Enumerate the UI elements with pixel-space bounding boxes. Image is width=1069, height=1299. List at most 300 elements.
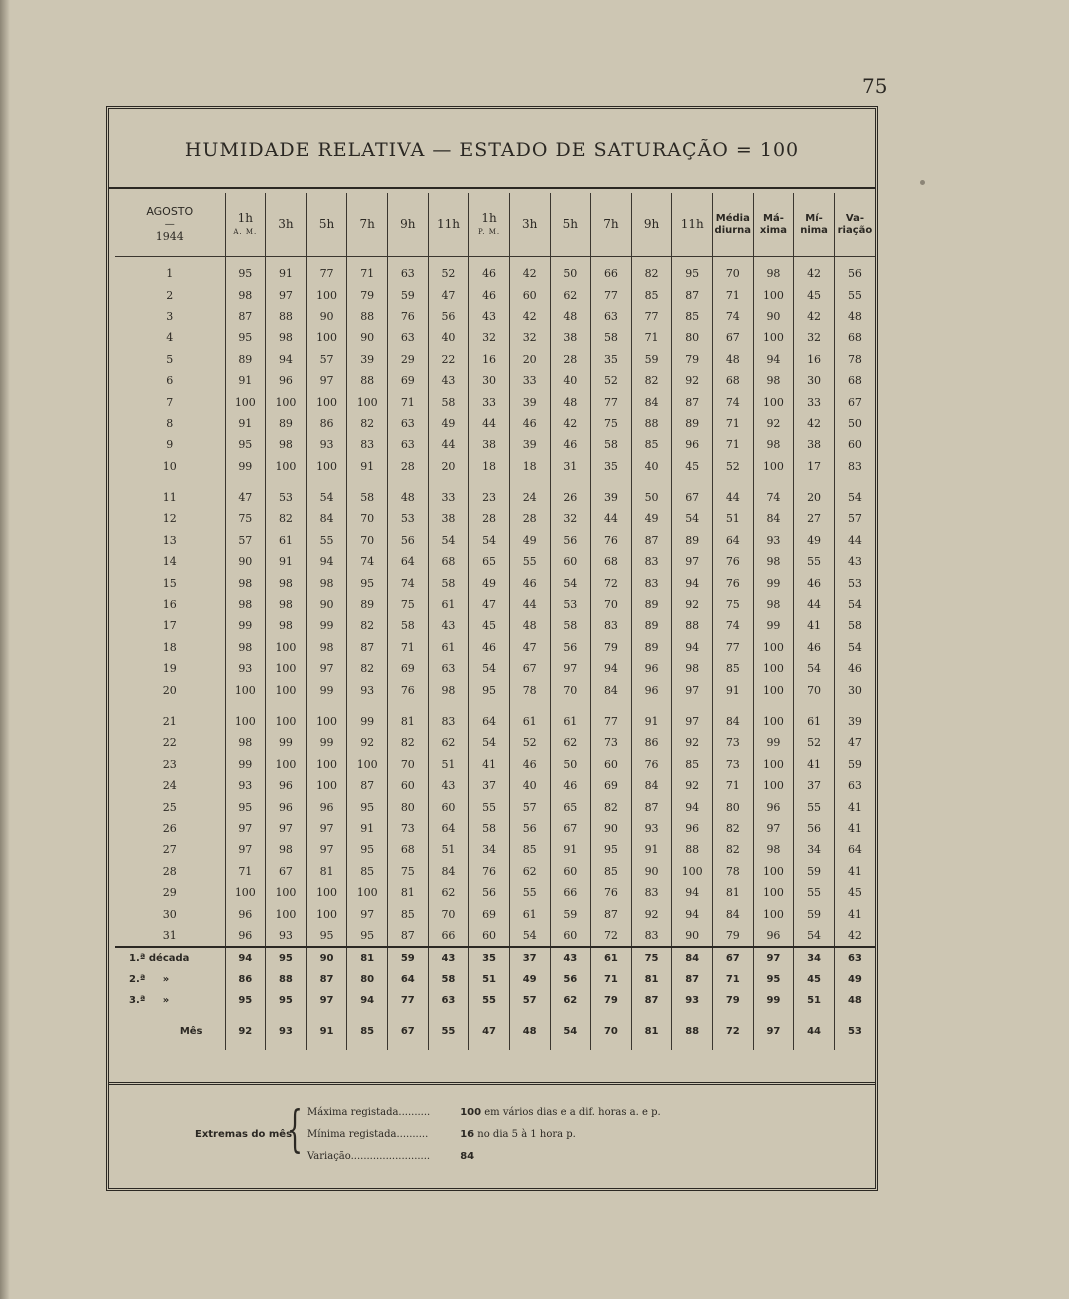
header-minima: Mí-nima xyxy=(794,193,835,257)
summary-value: 90 xyxy=(306,947,347,969)
table-row xyxy=(115,487,875,508)
value-cell: 100 xyxy=(306,754,347,775)
value-cell: 30 xyxy=(469,370,510,391)
value-cell: 71 xyxy=(713,284,754,305)
value-cell: 85 xyxy=(713,658,754,679)
value-cell: 49 xyxy=(631,508,672,529)
value-cell: 67 xyxy=(834,391,875,412)
day-cell: 9 xyxy=(166,438,174,452)
value-cell: 40 xyxy=(550,370,591,391)
value-cell: 51 xyxy=(428,754,469,775)
summary-rows xyxy=(115,947,875,1050)
value-cell: 54 xyxy=(794,658,835,679)
value-cell: 68 xyxy=(834,327,875,348)
value-cell: 61 xyxy=(266,530,307,551)
value-cell: 89 xyxy=(631,594,672,615)
value-cell: 64 xyxy=(388,551,429,572)
header-hour-1am xyxy=(225,193,266,257)
value-cell: 33 xyxy=(428,487,469,508)
value-cell: 76 xyxy=(713,572,754,593)
value-cell: 51 xyxy=(428,839,469,860)
value-cell: 64 xyxy=(469,711,510,732)
hour-label: 3h xyxy=(278,216,294,231)
value-cell: 52 xyxy=(713,456,754,477)
summary-label: 1.ª década xyxy=(115,947,225,969)
value-cell: 100 xyxy=(306,391,347,412)
value-cell: 89 xyxy=(672,413,713,434)
value-cell: 100 xyxy=(306,456,347,477)
month-value: 92 xyxy=(225,1021,266,1050)
value-cell: 93 xyxy=(753,530,794,551)
value-cell: 46 xyxy=(550,434,591,455)
value-cell: 100 xyxy=(266,754,307,775)
month-value: 44 xyxy=(794,1021,835,1050)
spacer-cell xyxy=(428,1011,469,1021)
value-cell: 71 xyxy=(631,327,672,348)
value-cell: 59 xyxy=(631,349,672,370)
day-cell: 24 xyxy=(162,779,177,793)
header-dash: — xyxy=(164,218,175,230)
day-cell: 4 xyxy=(166,331,174,345)
value-cell: 95 xyxy=(347,839,388,860)
spacer-cell xyxy=(631,1011,672,1021)
value-cell: 100 xyxy=(753,679,794,700)
spacer-cell xyxy=(306,701,347,711)
summary-value: 49 xyxy=(834,969,875,990)
value-cell: 95 xyxy=(347,796,388,817)
summary-value: 34 xyxy=(794,947,835,969)
value-cell: 54 xyxy=(550,572,591,593)
value-cell: 93 xyxy=(266,925,307,947)
value-cell: 79 xyxy=(591,637,632,658)
summary-value: 71 xyxy=(591,969,632,990)
header-month-year xyxy=(115,193,225,257)
table-row xyxy=(115,257,875,285)
value-cell: 46 xyxy=(469,257,510,285)
value-cell: 24 xyxy=(509,487,550,508)
value-cell: 98 xyxy=(672,658,713,679)
value-cell: 95 xyxy=(306,925,347,947)
hour-label: 5h xyxy=(318,216,335,231)
page-number: 75 xyxy=(862,74,888,98)
table-row xyxy=(115,370,875,391)
value-cell: 98 xyxy=(266,572,307,593)
value-cell: 96 xyxy=(753,925,794,947)
value-cell: 55 xyxy=(794,882,835,903)
value-cell: 63 xyxy=(834,775,875,796)
value-cell: 65 xyxy=(550,796,591,817)
value-cell: 41 xyxy=(834,818,875,839)
value-cell: 100 xyxy=(225,882,266,903)
value-cell: 68 xyxy=(591,551,632,572)
value-cell: 82 xyxy=(347,413,388,434)
value-cell: 60 xyxy=(469,925,510,947)
table-row xyxy=(115,839,875,860)
value-cell: 63 xyxy=(388,257,429,285)
value-cell: 48 xyxy=(834,306,875,327)
summary-value: 93 xyxy=(672,990,713,1011)
spacer-cell xyxy=(115,1011,225,1021)
spacer-cell xyxy=(428,701,469,711)
value-cell: 61 xyxy=(550,711,591,732)
day-cell: 26 xyxy=(162,821,177,835)
summary-value: 79 xyxy=(713,990,754,1011)
value-cell: 99 xyxy=(306,732,347,753)
value-cell: 87 xyxy=(347,775,388,796)
table-row xyxy=(115,658,875,679)
value-cell: 54 xyxy=(834,637,875,658)
summary-value: 87 xyxy=(631,990,672,1011)
value-cell: 71 xyxy=(713,434,754,455)
value-cell: 83 xyxy=(834,456,875,477)
value-cell: 45 xyxy=(672,456,713,477)
value-cell: 92 xyxy=(672,732,713,753)
value-cell: 82 xyxy=(347,615,388,636)
value-cell: 57 xyxy=(834,508,875,529)
extreme-var-line xyxy=(307,1151,474,1167)
value-cell: 71 xyxy=(225,861,266,882)
value-cell: 66 xyxy=(550,882,591,903)
summary-value: 97 xyxy=(753,947,794,969)
summary-value: 51 xyxy=(469,969,510,990)
value-cell: 86 xyxy=(631,732,672,753)
value-cell: 60 xyxy=(550,551,591,572)
value-cell: 84 xyxy=(631,391,672,412)
value-cell: 42 xyxy=(794,306,835,327)
spacer-cell xyxy=(469,1011,510,1021)
value-cell: 56 xyxy=(550,530,591,551)
day-cell: 21 xyxy=(162,715,177,728)
summary-value: 94 xyxy=(347,990,388,1011)
value-cell: 26 xyxy=(550,487,591,508)
value-cell: 91 xyxy=(225,370,266,391)
value-cell: 28 xyxy=(469,508,510,529)
value-cell: 64 xyxy=(834,839,875,860)
value-cell: 91 xyxy=(631,839,672,860)
value-cell: 60 xyxy=(550,861,591,882)
summary-value: 59 xyxy=(388,947,429,969)
table-row xyxy=(115,775,875,796)
value-cell: 59 xyxy=(550,903,591,924)
value-cell: 41 xyxy=(469,754,510,775)
value-cell: 54 xyxy=(834,594,875,615)
value-cell: 67 xyxy=(266,861,307,882)
table-row xyxy=(115,572,875,593)
value-cell: 84 xyxy=(713,711,754,732)
value-cell: 97 xyxy=(306,818,347,839)
value-cell: 100 xyxy=(266,882,307,903)
value-cell: 98 xyxy=(753,434,794,455)
value-cell: 49 xyxy=(794,530,835,551)
value-cell: 32 xyxy=(509,327,550,348)
month-value: 91 xyxy=(306,1021,347,1050)
value-cell: 84 xyxy=(591,679,632,700)
value-cell: 49 xyxy=(469,572,510,593)
value-cell: 41 xyxy=(794,615,835,636)
spacer-cell xyxy=(672,701,713,711)
table-row xyxy=(115,903,875,924)
value-cell: 71 xyxy=(347,257,388,285)
spacer-cell xyxy=(306,477,347,487)
table-row xyxy=(115,925,875,947)
value-cell: 90 xyxy=(225,551,266,572)
value-cell: 87 xyxy=(388,925,429,947)
spacer-cell xyxy=(550,701,591,711)
value-cell: 70 xyxy=(347,530,388,551)
value-cell: 98 xyxy=(306,637,347,658)
value-cell: 97 xyxy=(347,903,388,924)
value-cell: 99 xyxy=(347,711,388,732)
humidity-table xyxy=(115,193,875,1050)
hour-label: 1h xyxy=(237,210,253,225)
value-cell: 99 xyxy=(225,754,266,775)
value-cell: 61 xyxy=(509,903,550,924)
value-cell: 56 xyxy=(388,530,429,551)
value-cell: 67 xyxy=(713,327,754,348)
spacer-cell xyxy=(713,1011,754,1021)
value-cell: 50 xyxy=(550,754,591,775)
value-cell: 70 xyxy=(347,508,388,529)
value-cell: 63 xyxy=(388,413,429,434)
summary-value: 43 xyxy=(550,947,591,969)
value-cell: 44 xyxy=(509,594,550,615)
table-row xyxy=(115,306,875,327)
summary-value: 61 xyxy=(591,947,632,969)
header-hour-5am xyxy=(306,193,347,257)
table-row xyxy=(115,327,875,348)
summary-value: 64 xyxy=(388,969,429,990)
value-cell: 95 xyxy=(225,257,266,285)
value-cell: 76 xyxy=(713,551,754,572)
value-cell: 82 xyxy=(388,732,429,753)
value-cell: 71 xyxy=(388,637,429,658)
value-cell: 28 xyxy=(550,349,591,370)
value-cell: 58 xyxy=(388,615,429,636)
value-cell: 22 xyxy=(428,349,469,370)
value-cell: 46 xyxy=(509,572,550,593)
value-cell: 99 xyxy=(753,615,794,636)
extreme-name: Variação......................... xyxy=(307,1151,431,1162)
value-cell: 57 xyxy=(306,349,347,370)
value-cell: 61 xyxy=(794,711,835,732)
value-cell: 83 xyxy=(631,551,672,572)
day-cell: 15 xyxy=(162,576,177,590)
value-cell: 97 xyxy=(306,658,347,679)
value-cell: 75 xyxy=(388,861,429,882)
value-cell: 100 xyxy=(672,861,713,882)
summary-label: 2.ª » xyxy=(129,974,170,986)
value-cell: 98 xyxy=(753,839,794,860)
value-cell: 33 xyxy=(794,391,835,412)
value-cell: 94 xyxy=(753,349,794,370)
value-cell: 90 xyxy=(591,818,632,839)
value-cell: 92 xyxy=(672,594,713,615)
value-cell: 58 xyxy=(591,434,632,455)
value-cell: 71 xyxy=(713,413,754,434)
value-cell: 100 xyxy=(753,456,794,477)
value-cell: 93 xyxy=(225,775,266,796)
hour-label: 11h xyxy=(680,216,704,231)
value-cell: 60 xyxy=(591,754,632,775)
spacer-cell xyxy=(388,701,429,711)
value-cell: 72 xyxy=(591,572,632,593)
spacer-cell xyxy=(713,701,754,711)
spacer-cell xyxy=(834,477,875,487)
summary-row xyxy=(115,990,875,1011)
value-cell: 97 xyxy=(266,284,307,305)
value-cell: 95 xyxy=(672,257,713,285)
day-cell: 11 xyxy=(162,491,177,505)
hour-label: 1h xyxy=(481,210,497,225)
value-cell: 95 xyxy=(469,679,510,700)
value-cell: 74 xyxy=(388,572,429,593)
summary-value: 84 xyxy=(672,947,713,969)
day-cell: 7 xyxy=(166,395,174,409)
value-cell: 70 xyxy=(794,679,835,700)
value-cell: 42 xyxy=(794,257,835,285)
month-value: 93 xyxy=(266,1021,307,1050)
day-cell: 10 xyxy=(162,459,177,473)
value-cell: 20 xyxy=(428,456,469,477)
value-cell: 43 xyxy=(469,306,510,327)
value-cell: 91 xyxy=(266,257,307,285)
header-hour-1pm xyxy=(469,193,510,257)
value-cell: 94 xyxy=(306,551,347,572)
value-cell: 41 xyxy=(834,796,875,817)
value-cell: 77 xyxy=(591,391,632,412)
value-cell: 46 xyxy=(509,754,550,775)
month-row xyxy=(115,1021,875,1050)
header-hour-7pm xyxy=(591,193,632,257)
value-cell: 62 xyxy=(428,732,469,753)
value-cell: 96 xyxy=(266,796,307,817)
value-cell: 74 xyxy=(753,487,794,508)
value-cell: 82 xyxy=(266,508,307,529)
value-cell: 90 xyxy=(347,327,388,348)
value-cell: 46 xyxy=(834,658,875,679)
decade-separator xyxy=(115,477,875,487)
value-cell: 91 xyxy=(713,679,754,700)
day-cell: 23 xyxy=(162,757,177,771)
header-maxima: Má-xima xyxy=(753,193,794,257)
value-cell: 49 xyxy=(428,413,469,434)
value-cell: 55 xyxy=(469,796,510,817)
value-cell: 94 xyxy=(672,903,713,924)
value-cell: 44 xyxy=(794,594,835,615)
value-cell: 87 xyxy=(631,530,672,551)
value-cell: 76 xyxy=(388,679,429,700)
value-cell: 91 xyxy=(631,711,672,732)
table-frame xyxy=(106,106,878,1191)
summary-value: 35 xyxy=(469,947,510,969)
value-cell: 58 xyxy=(834,615,875,636)
value-cell: 82 xyxy=(631,257,672,285)
spacer-cell xyxy=(672,1011,713,1021)
summary-value: 67 xyxy=(713,947,754,969)
hour-label: 9h xyxy=(400,216,416,231)
day-cell: 12 xyxy=(162,512,177,526)
table-row xyxy=(115,551,875,572)
value-cell: 54 xyxy=(469,658,510,679)
value-cell: 59 xyxy=(834,754,875,775)
day-cell: 16 xyxy=(162,598,177,612)
value-cell: 57 xyxy=(509,796,550,817)
extreme-desc: em vários dias e a dif. horas a. e p. xyxy=(481,1107,661,1118)
summary-value: 58 xyxy=(428,969,469,990)
summary-label: 3.ª » xyxy=(129,995,170,1007)
value-cell: 23 xyxy=(469,487,510,508)
value-cell: 100 xyxy=(306,882,347,903)
decade-separator xyxy=(115,701,875,711)
extremes-divider xyxy=(109,1082,875,1085)
spacer-cell xyxy=(225,477,266,487)
value-cell: 89 xyxy=(347,594,388,615)
extremes-section xyxy=(109,1099,875,1169)
table-row xyxy=(115,456,875,477)
value-cell: 97 xyxy=(225,818,266,839)
value-cell: 100 xyxy=(753,327,794,348)
extreme-name: Máxima registada.......... xyxy=(307,1107,431,1118)
table-row xyxy=(115,711,875,732)
value-cell: 55 xyxy=(509,882,550,903)
hour-label: 5h xyxy=(562,216,578,231)
value-cell: 53 xyxy=(834,572,875,593)
value-cell: 50 xyxy=(550,257,591,285)
value-cell: 88 xyxy=(347,370,388,391)
value-cell: 46 xyxy=(794,572,835,593)
value-cell: 95 xyxy=(347,925,388,947)
value-cell: 34 xyxy=(469,839,510,860)
value-cell: 85 xyxy=(347,861,388,882)
value-cell: 75 xyxy=(225,508,266,529)
value-cell: 83 xyxy=(347,434,388,455)
spacer-cell xyxy=(509,1011,550,1021)
value-cell: 35 xyxy=(591,456,632,477)
value-cell: 47 xyxy=(509,637,550,658)
value-cell: 74 xyxy=(713,306,754,327)
value-cell: 84 xyxy=(306,508,347,529)
value-cell: 75 xyxy=(591,413,632,434)
value-cell: 65 xyxy=(469,551,510,572)
value-cell: 47 xyxy=(225,487,266,508)
value-cell: 56 xyxy=(794,818,835,839)
value-cell: 98 xyxy=(266,839,307,860)
value-cell: 84 xyxy=(713,903,754,924)
summary-value: 81 xyxy=(631,969,672,990)
value-cell: 69 xyxy=(591,775,632,796)
value-cell: 98 xyxy=(306,572,347,593)
table-row xyxy=(115,818,875,839)
summary-value: 88 xyxy=(266,969,307,990)
spacer-cell xyxy=(115,701,225,711)
summary-value: 95 xyxy=(225,990,266,1011)
value-cell: 100 xyxy=(266,637,307,658)
value-cell: 100 xyxy=(306,327,347,348)
value-cell: 74 xyxy=(713,391,754,412)
value-cell: 44 xyxy=(428,434,469,455)
value-cell: 97 xyxy=(225,839,266,860)
value-cell: 96 xyxy=(225,903,266,924)
value-cell: 46 xyxy=(469,637,510,658)
month-value: 67 xyxy=(388,1021,429,1050)
value-cell: 98 xyxy=(753,257,794,285)
value-cell: 67 xyxy=(509,658,550,679)
value-cell: 95 xyxy=(225,796,266,817)
value-cell: 31 xyxy=(550,456,591,477)
value-cell: 83 xyxy=(631,882,672,903)
value-cell: 100 xyxy=(753,754,794,775)
day-cell: 13 xyxy=(162,533,177,547)
